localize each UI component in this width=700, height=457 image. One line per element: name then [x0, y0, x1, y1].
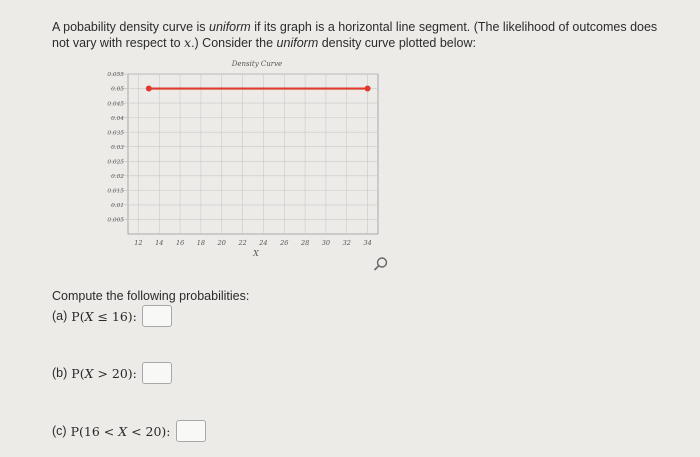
- x-tick-label: 18: [196, 239, 206, 247]
- x-tick-label: 32: [342, 239, 351, 247]
- plot-frame: [128, 74, 378, 234]
- question-a-label: (a): [52, 309, 68, 323]
- y-tick-label: 0.015: [107, 188, 124, 195]
- chart-title: Density Curve: [231, 60, 283, 68]
- question-c: [52, 420, 206, 442]
- x-tick-label: 22: [238, 239, 247, 247]
- density-curve-chart: [82, 52, 392, 264]
- y-tick-label: 0.05: [111, 86, 124, 93]
- y-tick-label: 0.01: [111, 203, 124, 210]
- y-tick-label: 0.045: [107, 101, 124, 108]
- question-c-label: (c): [52, 424, 67, 438]
- answer-input-c[interactable]: [176, 420, 206, 442]
- x-tick-label: 34: [363, 239, 372, 247]
- x-tick-label: 28: [300, 239, 310, 247]
- answer-input-b[interactable]: [142, 362, 172, 384]
- emphasis-uniform-2: uniform: [276, 36, 319, 50]
- x-tick-label: 24: [259, 239, 268, 247]
- y-tick-label: 0.025: [107, 159, 124, 166]
- question-b-label: (b): [52, 366, 68, 380]
- question-c-expression: P(16 < X < 20):: [70, 423, 171, 439]
- endpoint-marker: [146, 86, 152, 92]
- x-tick-label: 20: [217, 239, 226, 247]
- y-tick-label: 0.055: [107, 72, 124, 79]
- x-tick-label: 12: [134, 239, 143, 247]
- x-axis-label: X: [253, 249, 259, 258]
- magnifier-icon[interactable]: [372, 255, 390, 273]
- answer-input-a[interactable]: [142, 305, 172, 327]
- y-tick-label: 0.04: [111, 115, 124, 122]
- y-tick-label: 0.03: [111, 144, 124, 151]
- x-tick-label: 14: [155, 239, 164, 247]
- question-a: [52, 305, 172, 327]
- endpoint-marker: [365, 86, 371, 92]
- emphasis-uniform: uniform: [209, 20, 251, 34]
- x-tick-label: 30: [321, 239, 331, 247]
- y-tick-label: 0.02: [111, 174, 124, 181]
- y-tick-label: 0.035: [107, 130, 124, 137]
- y-tick-label: 0.005: [107, 217, 124, 224]
- problem-statement: A pobability density curve is uniform if its graph is a horizontal line segment. (The likelihood of outcomes does not vary with respect to x.) Consider the uniform density curve plotted below:: [52, 20, 658, 50]
- question-a-expression: P(X ≤ 16):: [71, 308, 137, 324]
- math-variable-x: x: [184, 35, 192, 50]
- x-tick-label: 26: [280, 239, 289, 247]
- compute-instruction: Compute the following probabilities:: [52, 289, 250, 303]
- question-b: [52, 362, 172, 384]
- question-b-expression: P(X > 20):: [71, 365, 137, 381]
- x-tick-label: 16: [175, 239, 185, 247]
